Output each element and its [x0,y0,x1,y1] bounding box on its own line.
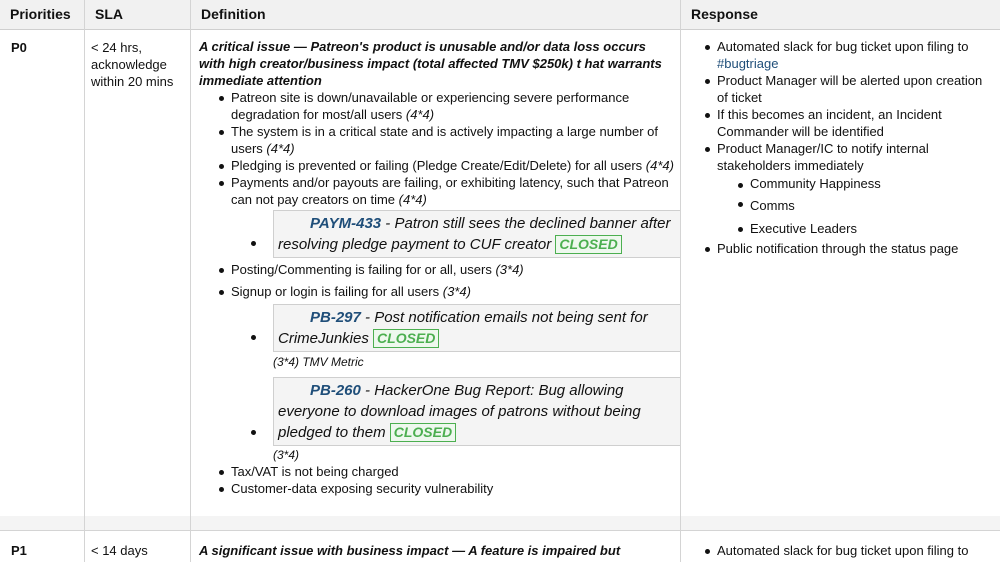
definition-p0 [190,29,680,516]
list-item [199,89,674,123]
tmv-note: (3*4) TMV Metric [273,355,364,369]
list-item-text: Patreon site is down/unavailable or experiencing severe performance degradation for most/all users [231,90,630,122]
priority-p1: P1 [11,543,27,558]
bullet [251,241,256,246]
definition-intro: A critical issue — Patreon's product is unusable and/or data loss occurs with high creator/business impact (total affected TMV $250k) t hat warrants immediate attention [199,39,662,88]
jira-separator: - [381,215,395,232]
response-text: Product Manager/IC to notify internal stakeholders immediately [717,141,929,173]
priority-p0: P0 [11,40,27,55]
jira-summary: Post notification emails not being sent for CrimeJunkies [278,309,648,347]
separator-cell [190,516,680,530]
definition-list-3 [199,463,674,497]
response-subitem: Executive Leaders [681,218,996,240]
response-text: Automated slack for bug ticket upon filing to [717,543,969,558]
response-subitem: Comms [681,193,996,218]
severity-note: (3*4) [273,448,300,462]
response-item [681,38,996,72]
response-item [681,140,996,174]
severity-tag: (3*4) [495,262,524,277]
list-item [199,123,674,157]
list-item [199,283,674,300]
definition-list [199,89,674,208]
list-item-text: Payments and/or payouts are failing, or exhibiting latency, such that Patreon can not pay creators on time [231,175,669,207]
response-p1 [680,530,1000,562]
status-badge: CLOSED [373,329,439,348]
header-sla: SLA [84,0,190,29]
severity-tag: (4*4) [266,141,295,156]
response-item [681,72,996,106]
list-item [199,157,674,174]
jira-key-link[interactable]: PAYM-433 [310,215,382,232]
response-p0 [680,29,1000,516]
bullet [251,335,256,340]
list-item [199,261,674,278]
header-response: Response [680,0,1000,29]
response-text: Automated slack for bug ticket upon filing to [717,39,969,54]
response-subitem: Community Happiness [681,174,996,193]
jira-macro[interactable] [273,304,681,352]
definition-p1 [190,530,680,562]
list-item-text: Tax/VAT is not being charged [231,464,399,479]
list-item-text: Customer-data exposing security vulnerability [231,481,494,496]
list-item [199,463,674,480]
jira-summary: Patron still sees the declined banner after resolving pledge payment to CUF creator [278,215,671,253]
table-row-p1 [0,530,1000,562]
separator-cell [680,516,1000,530]
response-text: Product Manager will be alerted upon creation of ticket [717,73,983,105]
list-item-text: Posting/Commenting is failing for or all, users [231,262,496,277]
jira-separator: - [360,382,375,399]
sla-p1: < 14 days [84,530,190,562]
severity-tag: (4*4) [398,192,427,207]
jira-macro[interactable] [273,377,681,446]
list-item [199,174,674,208]
severity-tag: (4*4) [405,107,435,122]
header-priorities: Priorities [10,6,71,22]
severity-tag: (4*4) [645,158,674,173]
response-text: If this becomes an incident, an Incident Commander will be identified [717,107,942,139]
response-item [681,542,996,559]
status-badge: CLOSED [390,423,456,442]
list-item-text: Signup or login is failing for all users [231,284,443,299]
bullet [251,430,256,435]
jira-issue-pb-260 [199,377,674,463]
status-badge: CLOSED [555,235,621,254]
table-header [0,0,1000,30]
severity-tag: (3*4) [442,284,471,299]
separator-cell [84,516,190,530]
jira-issue-paym-433 [199,210,674,258]
jira-macro[interactable] [273,210,681,258]
list-item-text: The system is in a critical state and is actively impacting a large number of users [231,124,659,156]
jira-separator: - [360,309,375,326]
list-item-text: Pledging is prevented or failing (Pledge Create/Edit/Delete) for all users [231,158,646,173]
header-definition: Definition [190,0,680,29]
table-row-p0 [0,29,1000,517]
sla-p0: < 24 hrs, acknowledge within 20 mins [84,29,190,516]
response-item [681,106,996,140]
response-item [681,240,996,257]
response-text: Public notification through the status page [717,241,959,256]
jira-summary: HackerOne Bug Report: Bug allowing everyone to download images of patrons without being pledged to them [278,382,641,441]
jira-key-link[interactable]: PB-297 [310,309,361,326]
list-item [199,480,674,497]
jira-key-link[interactable]: PB-260 [310,382,361,399]
bugtriage-link[interactable]: #bugtriage [717,56,779,71]
jira-issue-pb-297 [199,304,674,370]
definition-list-2 [199,261,674,300]
row-separator [0,516,1000,531]
definition-intro: A significant issue with business impact — A feature is impaired but [199,543,621,558]
